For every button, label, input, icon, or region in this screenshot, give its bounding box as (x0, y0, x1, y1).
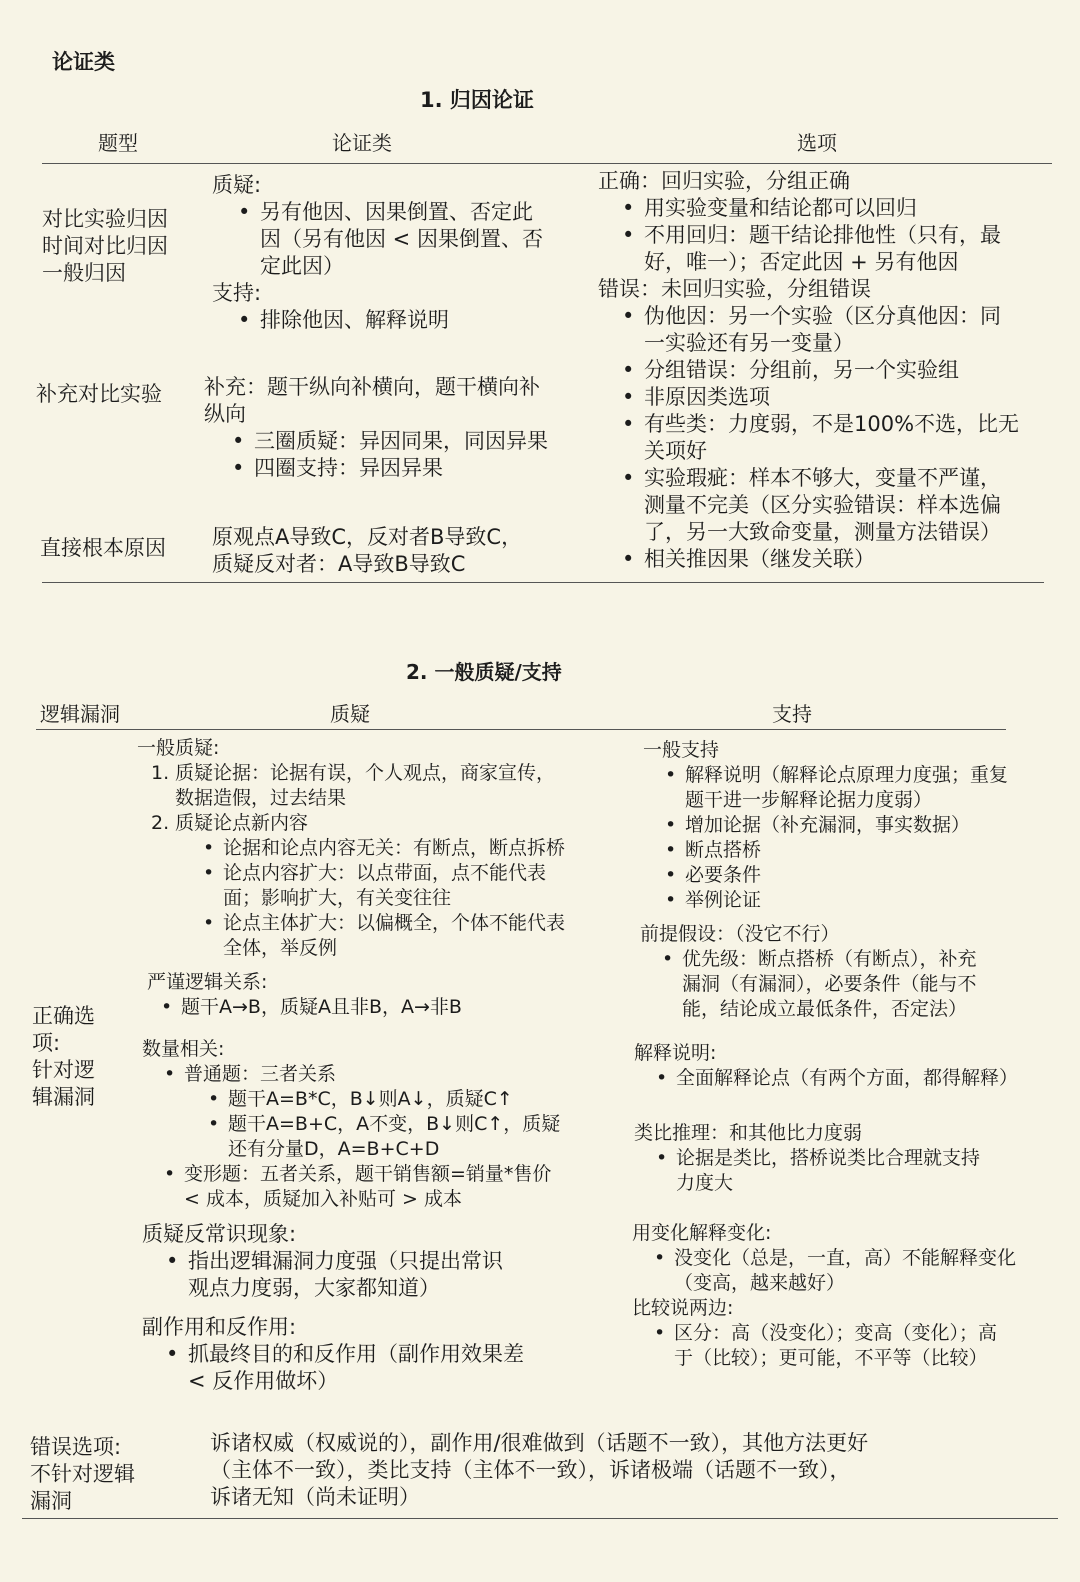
s1-bottom-rule (42, 582, 1044, 583)
s2-header-rule (36, 729, 1006, 730)
list-item: • 非原因类选项 (614, 384, 1068, 411)
section1-title: 1. 归因论证 (420, 88, 534, 112)
s1-header-type: 题型 (98, 131, 138, 155)
s2-explain: 解释说明: • 全面解释论点（有两个方面，都得解释） (634, 1041, 1074, 1091)
list-item: • 断点搭桥 (659, 838, 1073, 863)
s1-supplement-block: 补充：题干纵向补横向，题干横向补 纵向 • 三圈质疑：异因同果，同因异果 • 四圈支持：异因异果 (204, 374, 594, 482)
s2-correct-label: 正确选 项: 针对逻 辑漏洞 (32, 1004, 95, 1109)
list-item: • 解释说明（解释论点原理力度强；重复 题干进一步解释论据力度弱） (659, 763, 1073, 813)
s1-type-contrast: 对比实验归因 时间对比归因 一般归因 (42, 207, 168, 285)
s1-type-direct: 直接根本原因 (40, 536, 166, 560)
s2-bottom-rule (22, 1518, 1058, 1519)
list-item: 2. 质疑论点新内容 (151, 812, 309, 834)
list-item: • 必要条件 (659, 863, 1073, 888)
s2-header-doubt: 质疑 (330, 702, 370, 726)
list-item: • 不用回归：题干结论排他性（只有，最 好，唯一）；否定此因 + 另有他因 (614, 222, 1068, 276)
s1-header-argument: 论证类 (332, 131, 392, 155)
s2-premise: 前提假设：（没它不行） • 优先级：断点搭桥（有断点），补充 漏洞（有漏洞），必要条件（能与不 能，结论成立最低条件，否定法） (640, 922, 1070, 1022)
s2-quantity: 数量相关: • 普通题：三者关系 • 题干A=B*C，B↓则A↓，质疑C↑ • 题干A=B+C，A不变，B↓则C↑，质疑 还有分量D，A=B+C+D • 变形题：五者关系，题干销售额=销量*售价 < 成本，质疑加入补贴可 > 成本 (142, 1037, 622, 1212)
list-item: • 用实验变量和结论都可以回归 (614, 195, 1068, 222)
list-item: • 增加论据（补充漏洞，事实数据） (659, 813, 1073, 838)
s2-header-flaw: 逻辑漏洞 (40, 702, 120, 726)
s2-wrong-text: 诉诸权威（权威说的），副作用/很难做到（话题不一致），其他方法更好 （主体不一致），类比支持（主体不一致），诉诸极端（话题不一致）， 诉诸无知（尚未证明） (210, 1431, 869, 1509)
s2-wrong-label: 错误选项: 不针对逻辑 漏洞 (30, 1435, 135, 1513)
list-item: • 相关推因果（继发关联） (614, 546, 1068, 573)
list-item: • 题干A=B+C，A不变，B↓则C↑，质疑 还有分量D，A=B+C+D (202, 1112, 622, 1162)
list-item: • 论据和论点内容无关：有断点，断点拆桥 (197, 836, 617, 861)
list-item: 1. 质疑论据：论据有误，个人观点，商家宣传， 数据造假，过去结果 (151, 762, 556, 809)
list-item: • 伪他因：另一个实验（区分真他因：同 一实验还有另一变量） (614, 303, 1068, 357)
s1-options-block: 正确：回归实验，分组正确 • 用实验变量和结论都可以回归 • 不用回归：题干结论排他性（只有，最 好，唯一）；否定此因 + 另有他因 错误：未回归实验，分组错误 • 伪他因：另一个实验（区分真他因：同 一实验还有另一变量） • 分组错误：分组前，另一个实验组 • 非原因类选项 • 有些类：力度弱，不是100%不选，比无 关项好 • 实验瑕疵：样本不够大，变量不严谨， 测量不完美（区分实验错误：样本选偏 了，另一大致命变量，测量方法错误） • 相关推因果（继发关联） (598, 168, 1068, 573)
section2-title: 2. 一般质疑/支持 (406, 660, 562, 684)
list-item: • 举例论证 (659, 888, 1073, 913)
s1-type-supplement: 补充对比实验 (36, 382, 162, 406)
s1-header-rule (42, 163, 1052, 164)
s2-general-support: 一般支持 • 解释说明（解释论点原理力度强；重复 题干进一步解释论据力度弱） • 增加论据（补充漏洞，事实数据） • 断点搭桥 • 必要条件 • 举例论证 (643, 738, 1073, 913)
s2-side-effect: 副作用和反作用: • 抓最终目的和反作用（副作用效果差 < 反作用做坏） (142, 1314, 622, 1395)
s1-direct-block: 原观点A导致C，反对者B导致C， 质疑反对者：A导致B导致C (212, 525, 523, 576)
s2-strict-logic: 严谨逻辑关系: • 题干A→B，质疑A且非B，A→非B (147, 970, 617, 1020)
s2-header-support: 支持 (772, 702, 812, 726)
s1-doubt-block: 质疑: • 另有他因、因果倒置、否定此 因（另有他因 < 因果倒置、否 定此因） 支持: • 排除他因、解释说明 (212, 172, 592, 334)
s2-general-doubt: 一般质疑: 1. 质疑论据：论据有误，个人观点，商家宣传， 数据造假，过去结果 2. 质疑论点新内容 • 论据和论点内容无关：有断点，断点拆桥 • 论点内容扩大：以点带面，点不能代表 面；影响扩大，有关变往往 • 论点主体扩大：以偏概全，个体不能代表 全体，举反例 (137, 736, 617, 961)
list-item: • 变形题：五者关系，题干销售额=销量*售价 < 成本，质疑加入补贴可 > 成本 (158, 1162, 622, 1212)
list-item: • 论点主体扩大：以偏概全，个体不能代表 全体，举反例 (197, 911, 617, 961)
list-item: • 分组错误：分组前，另一个实验组 (614, 357, 1068, 384)
s1-header-options: 选项 (797, 131, 837, 155)
doc-title: 论证类 (52, 50, 115, 74)
list-item: • 论点内容扩大：以点带面，点不能代表 面；影响扩大，有关变往往 (197, 861, 617, 911)
s2-common-sense: 质疑反常识现象: • 指出逻辑漏洞力度强（只提出常识 观点力度弱，大家都知道） (142, 1221, 622, 1302)
list-item: • 题干A=B*C，B↓则A↓，质疑C↑ (202, 1087, 622, 1112)
list-item: • 有些类：力度弱，不是100%不选，比无 关项好 (614, 411, 1068, 465)
list-item: • 实验瑕疵：样本不够大，变量不严谨， 测量不完美（区分实验错误：样本选偏 了，另一大致命变量，测量方法错误） (614, 465, 1068, 546)
s2-change: 用变化解释变化: • 没变化（总是，一直，高）不能解释变化 （变高，越来越好） 比较说两边: • 区分：高（没变化）；变高（变化）；高 于（比较）；更可能，不平等（比较） (632, 1221, 1076, 1371)
s2-analogy: 类比推理：和其他比力度弱 • 论据是类比，搭桥说类比合理就支持 力度大 (634, 1121, 1074, 1196)
